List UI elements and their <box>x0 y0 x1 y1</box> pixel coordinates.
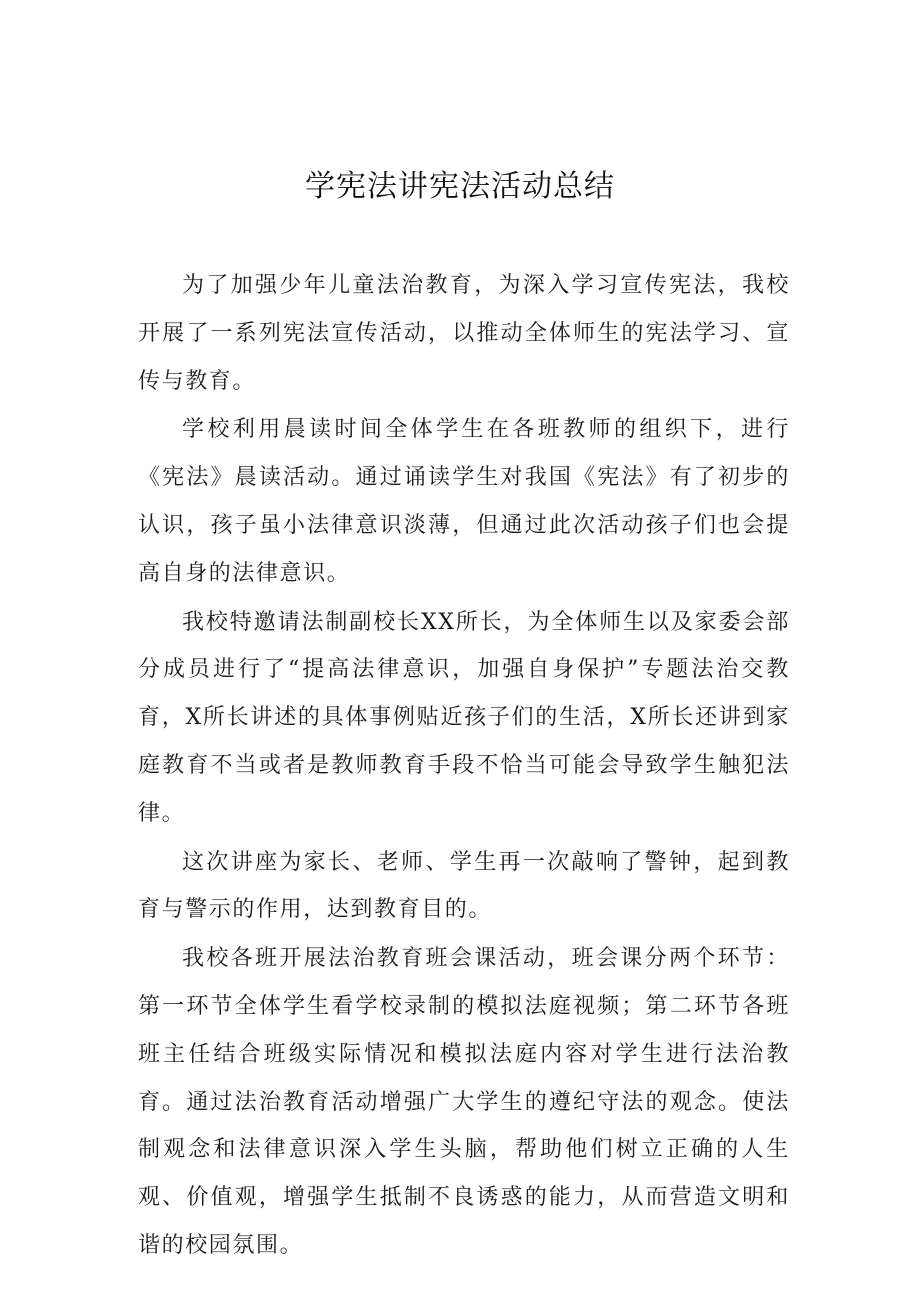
document-title: 学宪法讲宪法活动总结 <box>305 169 615 204</box>
document-body <box>138 262 790 1271</box>
paragraph-5: 我校各班开展法治教育班会课活动，班会课分两个环节：第一环节全体学生看学校录制的模拟法庭视频；第二环节各班班主任结合班级实际情况和模拟法庭内容对学生进行法治教育。通过法治教育活动增强广大学生的遵纪守法的观念。使法制观念和法律意识深入学生头脑，帮助他们树立正确的人生观、价值观，增强学生抵制不良诱惑的能力，从而营造文明和谐的校园氛围。 <box>138 946 790 1258</box>
paragraph-4: 这次讲座为家长、老师、学生再一次敲响了警钟，起到教育与警示的作用，达到教育目的。 <box>138 849 790 923</box>
paragraph-3: 我校特邀请法制副校长XX所长，为全体师生以及家委会部分成员进行了“提高法律意识，加强自身保护”专题法治交教育，X所长讲述的具体事例贴近孩子们的生活，X所长还讲到家庭教育不当或者是教师教育手段不恰当可能会导致学生触犯法律。 <box>138 609 790 826</box>
paragraph-2: 学校利用晨读时间全体学生在各班教师的组织下，进行《宪法》晨读活动。通过诵读学生对我国《宪法》有了初步的认识，孩子虽小法律意识淡薄，但通过此次活动孩子们也会提高自身的法律意识。 <box>138 417 790 586</box>
paragraph-1: 为了加强少年儿童法治教育，为深入学习宣传宪法，我校开展了一系列宪法宣传活动，以推动全体师生的宪法学习、宣传与教育。 <box>138 273 790 394</box>
